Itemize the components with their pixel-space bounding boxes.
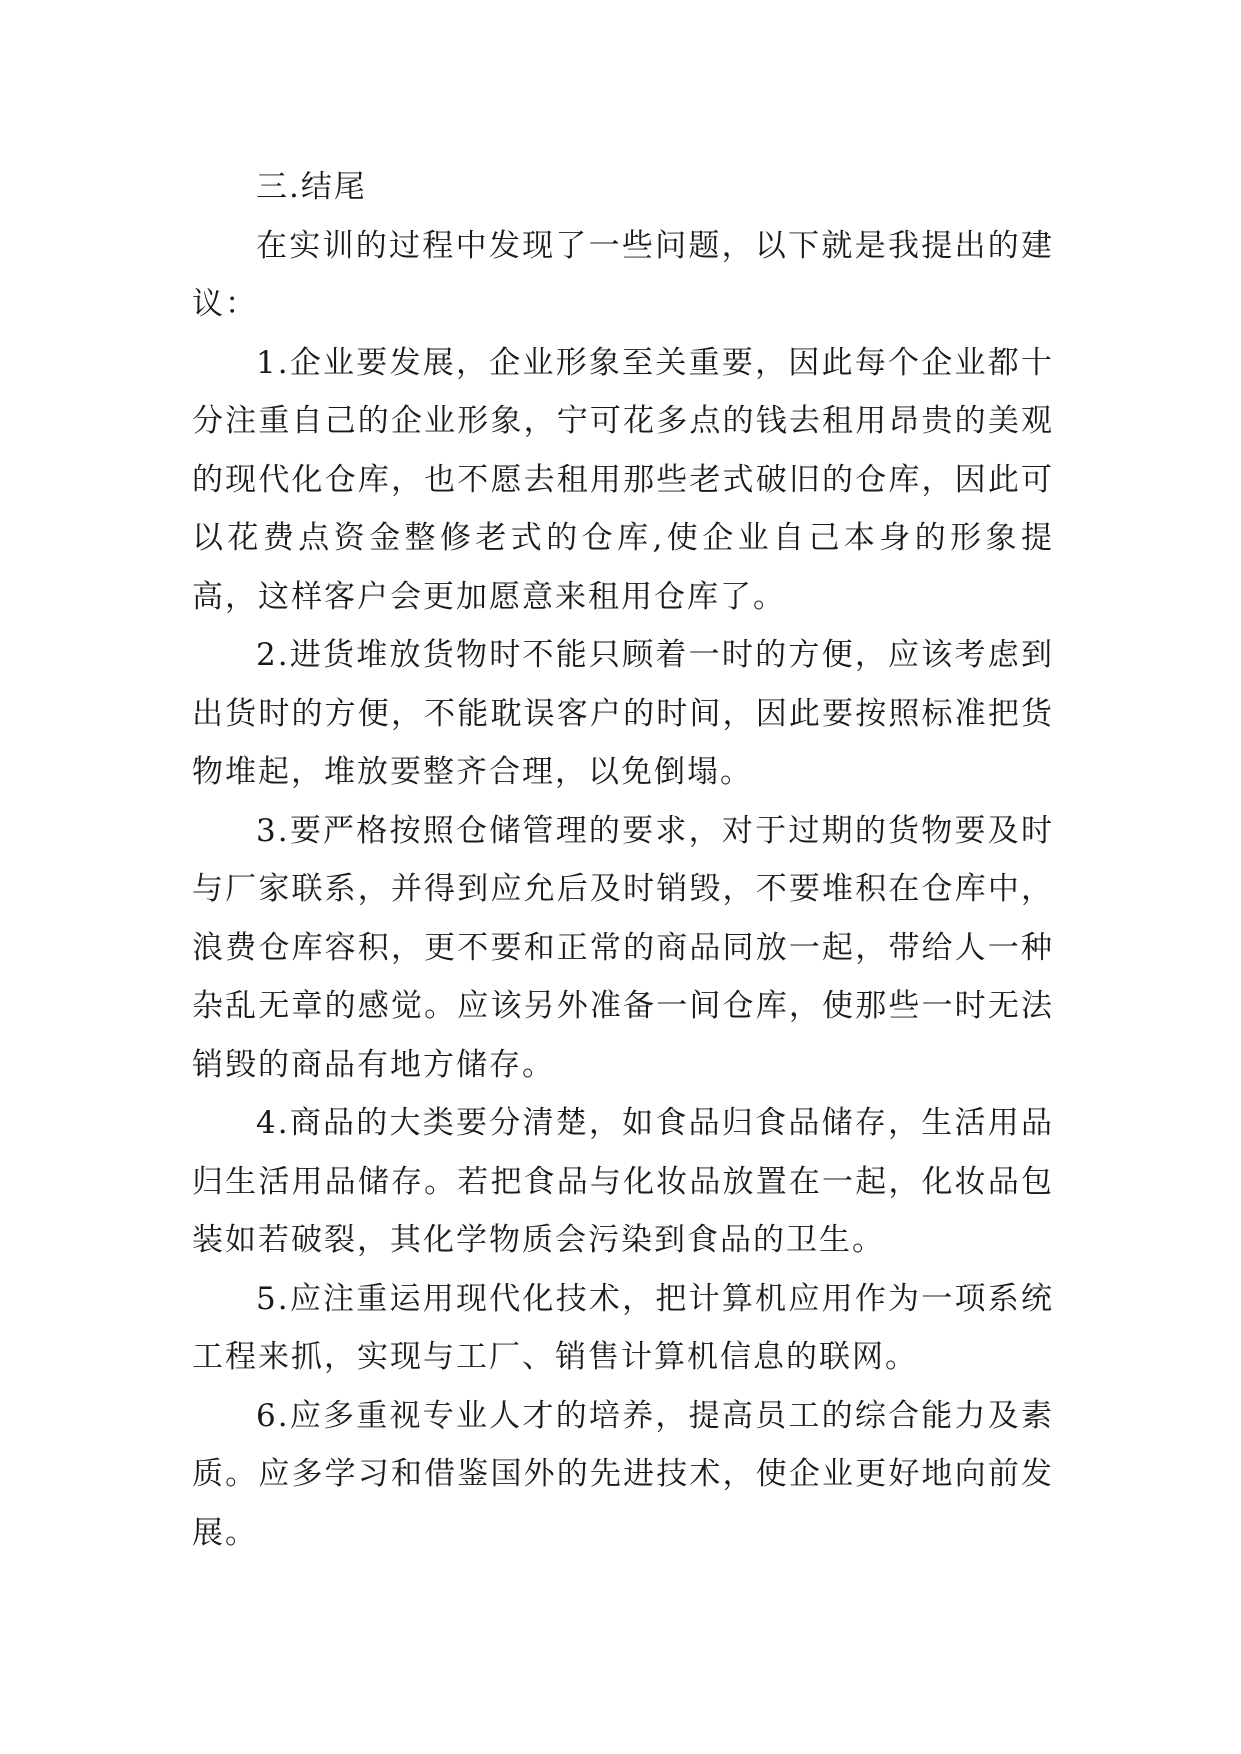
section-heading: 三.结尾 bbox=[256, 169, 367, 205]
intro-paragraph: 在实训的过程中发现了一些问题，以下就是我提出的建议： bbox=[192, 227, 1054, 322]
suggestion-paragraph-4: 4.商品的大类要分清楚，如食品归食品储存，生活用品归生活用品储存。若把食品与化妆品放置在一起，化妆品包装如若破裂，其化学物质会污染到食品的卫生。 bbox=[192, 1105, 1054, 1258]
document-page bbox=[192, 158, 1054, 1562]
suggestion-paragraph-5: 5.应注重运用现代化技术，把计算机应用作为一项系统工程来抓，实现与工厂、销售计算机信息的联网。 bbox=[192, 1280, 1054, 1375]
suggestion-paragraph-2: 2.进货堆放货物时不能只顾着一时的方便，应该考虑到出货时的方便，不能耽误客户的时间，因此要按照标准把货物堆起，堆放要整齐合理，以免倒塌。 bbox=[192, 637, 1054, 790]
suggestion-paragraph-1: 1.企业要发展，企业形象至关重要，因此每个企业都十分注重自己的企业形象，宁可花多点的钱去租用昂贵的美观的现代化仓库，也不愿去租用那些老式破旧的仓库，因此可以花费点资金整修老式的仓库,使企业自己本身的形象提高，这样客户会更加愿意来租用仓库了。 bbox=[192, 344, 1054, 615]
suggestion-paragraph-6: 6.应多重视专业人才的培养，提高员工的综合能力及素质。应多学习和借鉴国外的先进技术，使企业更好地向前发展。 bbox=[192, 1397, 1054, 1551]
suggestion-paragraph-3: 3.要严格按照仓储管理的要求，对于过期的货物要及时与厂家联系，并得到应允后及时销毁，不要堆积在仓库中，浪费仓库容积，更不要和正常的商品同放一起，带给人一种杂乱无章的感觉。应该另外准备一间仓库，使那些一时无法销毁的商品有地方储存。 bbox=[192, 812, 1054, 1083]
